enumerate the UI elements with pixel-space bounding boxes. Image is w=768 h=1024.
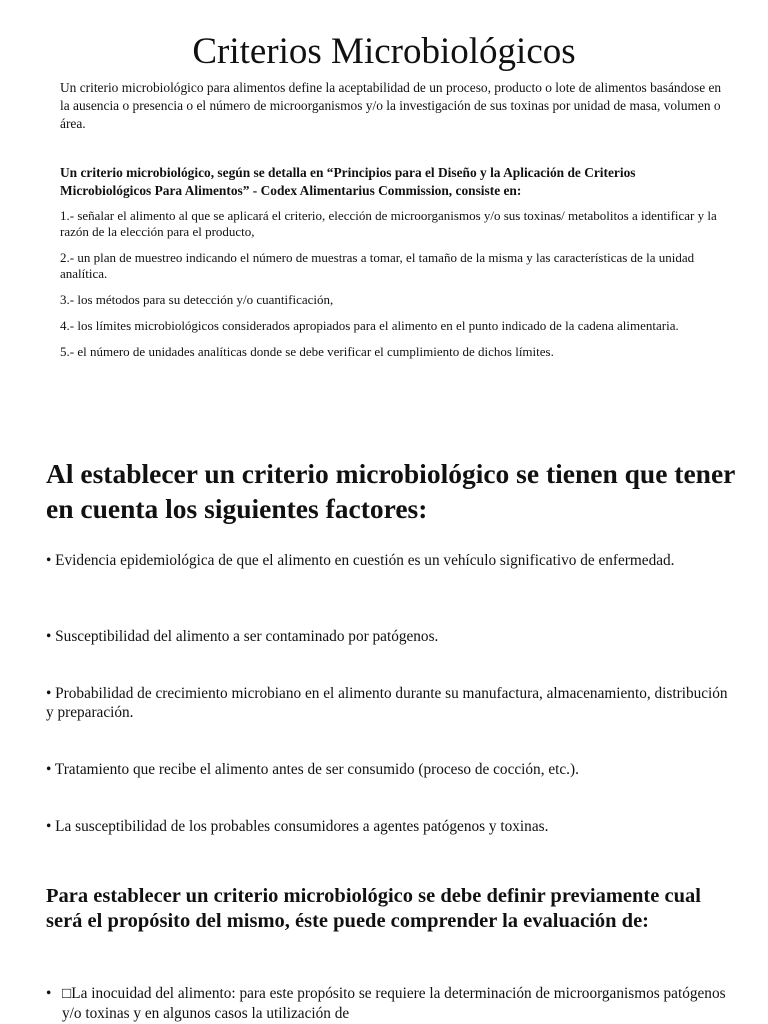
purpose-text-body: La inocuidad del alimento: para este propósito se requiere la determinación de microorganismos patógenos y/o toxinas y en algunos casos la utilización de [62, 985, 726, 1022]
list-item: 3.- los métodos para su detección y/o cuantificación, [60, 292, 334, 307]
missing-glyph-icon: □ [62, 985, 72, 1002]
list-item [46, 984, 746, 1023]
purpose-heading: Para establecer un criterio microbiológico se debe definir previamente cual será el propósito del mismo, éste puede comprender la evaluación de: [46, 885, 701, 932]
list-item: 5.- el número de unidades analíticas donde se debe verificar el cumplimiento de dichos límites. [60, 344, 554, 359]
factors-heading: Al establecer un criterio microbiológico se tienen que tener en cuenta los siguientes factores: [46, 458, 735, 524]
list-item: 1.- señalar el alimento al que se aplicará el criterio, elección de microorganismos y/o sus toxinas/ metabolitos a identificar y la razón de la elección para el producto, [60, 208, 717, 239]
purpose-text [62, 984, 746, 1023]
list-item: • Susceptibilidad del alimento a ser contaminado por patógenos. [46, 628, 439, 645]
list-item: • Probabilidad de crecimiento microbiano en el alimento durante su manufactura, almacenamiento, distribución y preparación. [46, 685, 728, 721]
bullet-mark: • [46, 985, 52, 1002]
list-item: • La susceptibilidad de los probables consumidores a agentes patógenos y toxinas. [46, 818, 549, 835]
list-item: • Evidencia epidemiológica de que el alimento en cuestión es un vehículo significativo de enfermedad. [46, 552, 675, 569]
purpose-list [46, 984, 746, 1023]
list-item: 2.- un plan de muestreo indicando el número de muestras a tomar, el tamaño de la misma y las características de la unidad analítica. [60, 250, 695, 281]
codex-numbered-list [60, 208, 730, 370]
factors-list [46, 551, 736, 836]
codex-lead-paragraph: Un criterio microbiológico, según se detalla en “Principios para el Diseño y la Aplicación de Criterios Microbiológicos Para Alimentos” - Codex Alimentarius Commission, consiste en: [60, 165, 636, 198]
list-item: • Tratamiento que recibe el alimento antes de ser consumido (proceso de cocción, etc.). [46, 761, 579, 778]
list-item: 4.- los límites microbiológicos considerados apropiados para el alimento en el punto indicado de la cadena alimentaria. [60, 318, 679, 333]
intro-paragraph: Un criterio microbiológico para alimentos define la aceptabilidad de un proceso, producto o lote de alimentos basándose en la ausencia o presencia o el número de microorganismos y/o la investigación de sus toxinas por unidad de masa, volumen o área. [60, 80, 722, 131]
page-title: Criterios Microbiológicos [192, 31, 576, 72]
